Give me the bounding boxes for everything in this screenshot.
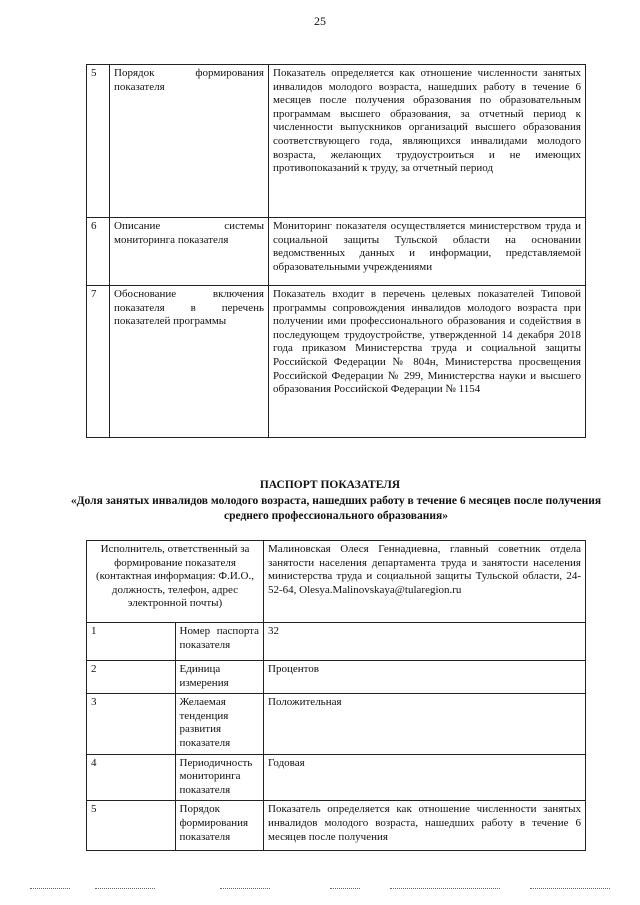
row-number: 4 [87,754,176,801]
row-number: 3 [87,694,176,754]
table-row [87,801,586,851]
table-row [87,65,586,218]
row-number: 5 [87,65,110,218]
table-row [87,754,586,801]
row-number: 1 [87,623,176,661]
executor-label: Исполнитель, ответственный за формирование показателя (контактная информация: Ф.И.О., должность, телефон, адрес электронной почты) [87,541,264,623]
row-number: 2 [87,661,176,694]
table-row [87,661,586,694]
row-number: 5 [87,801,176,851]
row-value: Годовая [264,754,586,801]
row-value: Положительная [264,694,586,754]
table-row [87,694,586,754]
row-label: Порядок формирования показателя [175,801,264,851]
row-value: 32 [264,623,586,661]
page-number: 25 [314,14,326,28]
executor-value: Малиновская Олеся Геннадиевна, главный советник отдела занятости населения департамента труда и занятости населения министерства труда и социальной защиты Тульской области, 24-52-64, Olesya.Malinovskaya@tularegion.ru [264,541,586,623]
row-label: Порядок формирования показателя [110,65,269,218]
row-number: 7 [87,286,110,438]
row-label: Желаемая тенденция развития показателя [175,694,264,754]
row-label: Номер паспорта показателя [175,623,264,661]
passport-title: ПАСПОРТ ПОКАЗАТЕЛЯ [259,479,401,491]
indicator-table-continued [86,64,586,438]
row-number: 6 [87,218,110,286]
table-row [87,623,586,661]
row-label: Обоснование включения показателя в перечень показателей программы [110,286,269,438]
passport-table [86,540,586,851]
scan-artifact-line [0,888,640,890]
row-value: Показатель входит в перечень целевых показателей Типовой программы сопровождения инвалидов молодого возраста при получении ими профессионального образования и содействия в последующем трудоустройстве, утвержденной 14 декабря 2018 года приказом Министерства труда и социальной защиты Российской Федерации № 804н, Министерства просвещения Российской Федерации № 299, Министерства науки и высшего образования Российской Федерации № 1154 [269,286,586,438]
passport-subtitle: «Доля занятых инвалидов молодого возраста, нашедших работу в течение 6 месяцев после получения среднего профессионального образования» [70,495,602,522]
table-row [87,218,586,286]
row-label: Описание системы мониторинга показателя [110,218,269,286]
row-value: Показатель определяется как отношение численности занятых инвалидов молодого возраста, нашедших работу в течение 6 месяцев после получения [264,801,586,851]
row-value: Процентов [264,661,586,694]
row-value: Мониторинг показателя осуществляется министерством труда и социальной защиты Тульской области на основании ведомственных данных и информации, представляемой образовательными учреждениями [269,218,586,286]
row-label: Единица измерения [175,661,264,694]
table-row [87,286,586,438]
table-row [87,541,586,623]
row-label: Периодичность мониторинга показателя [175,754,264,801]
row-value: Показатель определяется как отношение численности занятых инвалидов молодого возраста, нашедших работу в течение 6 месяцев после получения образования по образовательным программам высшего образования, за отчетный период к численности выпускников организаций высшего образования соответствующего года, являющихся инвалидами молодого возраста, желающих трудоустроиться и не имеющих противопоказаний к труду, за отчетный период [269,65,586,218]
